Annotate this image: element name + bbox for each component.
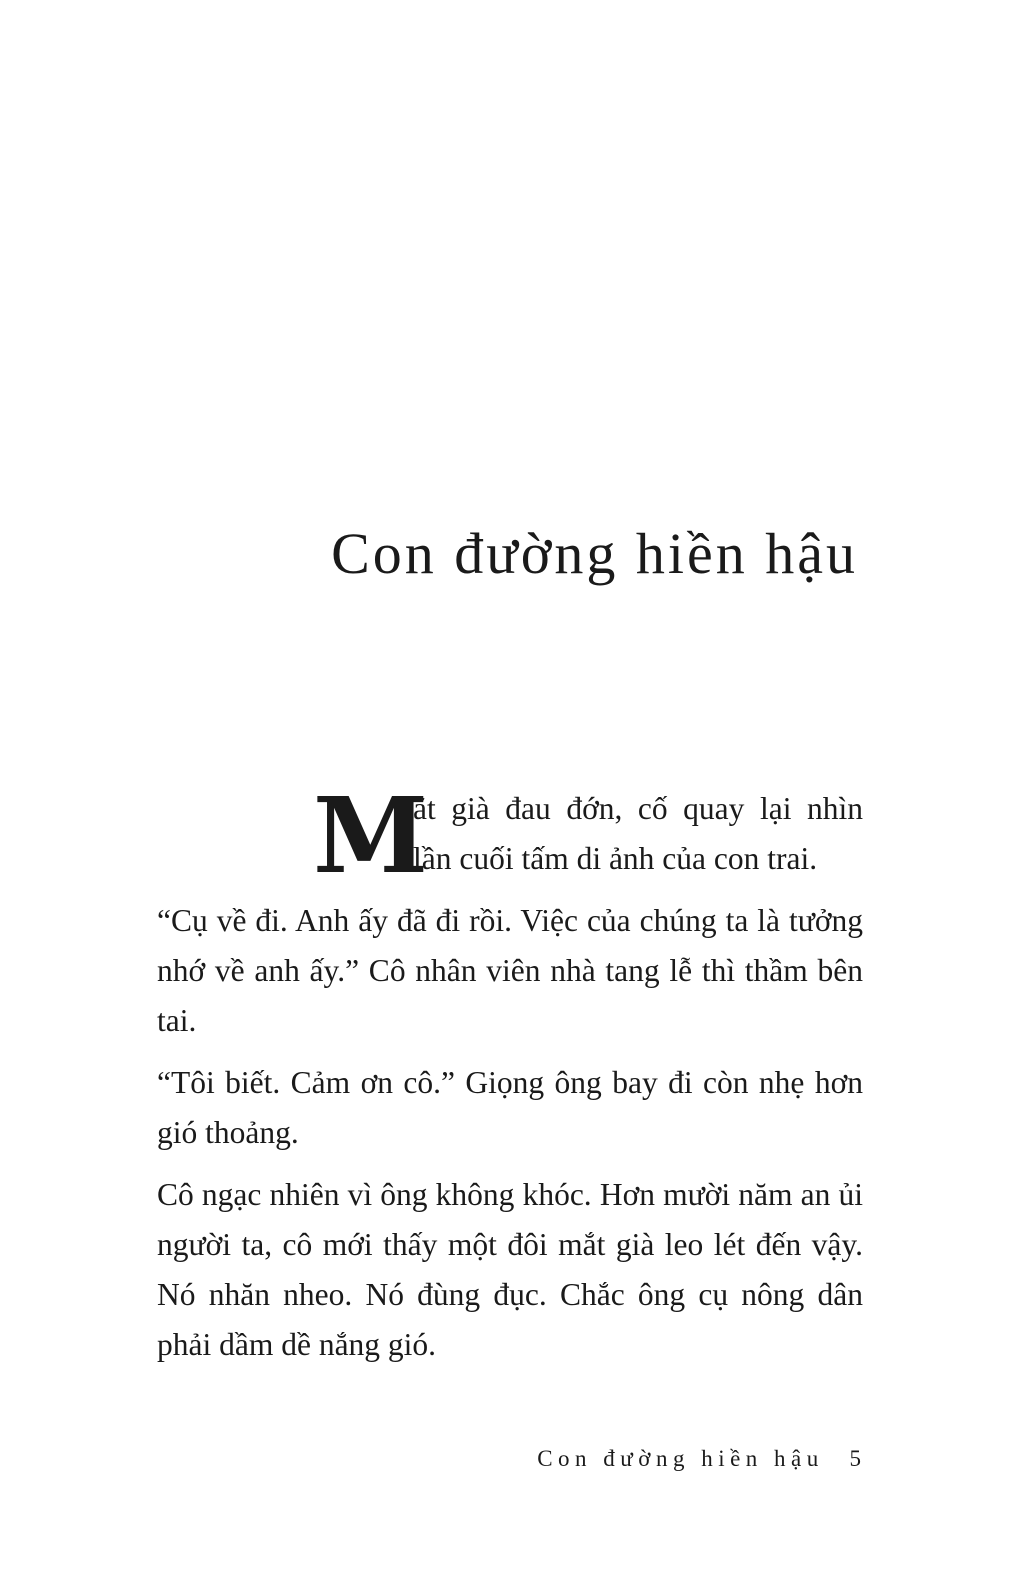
drop-cap: M: [313, 774, 427, 897]
paragraph-3: Cô ngạc nhiên vì ông không khóc. Hơn mười năm an ủi người ta, cô mới thấy một đôi mắt già leo lét đến vậy. Nó nhăn nheo. Nó đùng đục. Chắc ông cụ nông dân phải dầm dề nắng gió.: [157, 1177, 863, 1362]
opening-paragraph: [157, 774, 863, 897]
paragraph-1: “Cụ về đi. Anh ấy đã đi rồi. Việc của chúng ta là tưởng nhớ về anh ấy.” Cô nhân viên nhà tang lễ thì thầm bên tai.: [157, 903, 863, 1038]
opening-line-2: lần cuối tấm di ảnh của con trai.: [413, 841, 818, 876]
page-number: 5: [849, 1446, 861, 1471]
paragraph-2: “Tôi biết. Cảm ơn cô.” Giọng ông bay đi còn nhẹ hơn gió thoảng.: [157, 1065, 863, 1150]
body-text: [157, 774, 863, 1382]
running-title: Con đường hiền hậu: [537, 1446, 824, 1471]
chapter-title: Con đường hiền hậu: [331, 521, 858, 586]
opening-line-1: ắt già đau đớn, cố quay lại nhìn: [413, 791, 863, 826]
page-footer: [537, 1446, 861, 1472]
